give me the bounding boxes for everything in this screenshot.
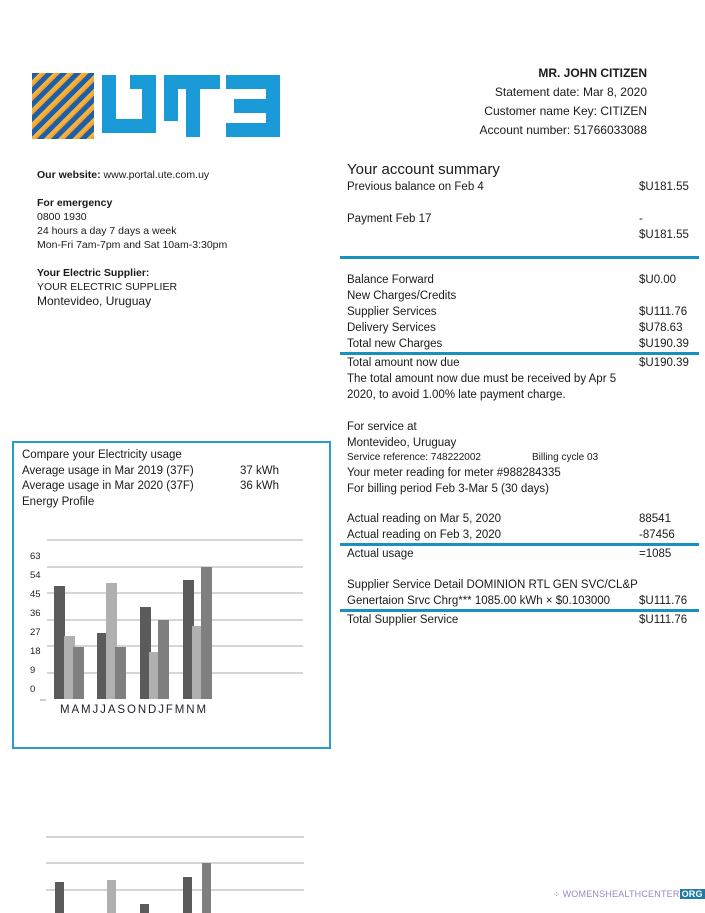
customer-header (480, 64, 647, 140)
ute-logo (32, 73, 282, 139)
reading-previous-label: Actual reading on Feb 3, 2020 (347, 529, 502, 541)
due-note-2 (347, 387, 699, 403)
delivery-services-amount: $U78.63 (639, 322, 683, 334)
reading-current-row (347, 511, 699, 527)
avg-2020-label: Average usage in Mar 2020 (37F) (22, 480, 194, 492)
payment-label: Payment Feb 17 (347, 213, 432, 225)
supplier-services-row (347, 304, 699, 320)
due-note-text: 2020, to avoid 1.00% late payment charge. (347, 389, 566, 401)
supplier-label: Your Electric Supplier: (37, 267, 150, 279)
balance-forward-row (347, 272, 699, 288)
generation-charge-label: Genertaion Srvc Chrg*** 1085.00 kWh × $0.103000 (347, 595, 611, 607)
watermark-text: WOMENSHEALTHCENTER (562, 889, 680, 899)
actual-usage-label: Actual usage (347, 548, 414, 560)
statement-date: Statement date: Mar 8, 2020 (494, 85, 647, 99)
billing-period-row (347, 481, 699, 497)
meter-reading: Your meter reading for meter #988284335 (347, 467, 561, 479)
billing-cycle: Billing cycle 03 (532, 452, 599, 463)
gridline (46, 836, 304, 838)
avg-2019-row (22, 464, 279, 480)
supplier-city: Montevideo, Uruguay (37, 294, 152, 308)
service-at-row (347, 419, 699, 435)
due-note-text: The total amount now due must be received by Apr 5 (347, 373, 617, 385)
total-due-row (347, 355, 699, 371)
y-tick-label: 63 (30, 551, 41, 562)
payment-amount-row (347, 227, 699, 243)
avg-2019-value: 37 kWh (240, 464, 279, 477)
total-due-label: Total amount now due (347, 357, 460, 369)
reading-previous-row (347, 527, 699, 543)
reading-current-value: 88541 (639, 513, 671, 525)
payment-sign: - (639, 213, 643, 225)
generation-charge-amount: $U111.76 (639, 595, 688, 607)
total-new-charges-row (347, 336, 699, 352)
chart-bar (107, 880, 116, 913)
supplier-detail: Supplier Service Detail DOMINION RTL GEN SVC/CL&P (347, 579, 638, 591)
payment-amount: $U181.55 (639, 229, 689, 241)
delivery-services-row (347, 320, 699, 336)
new-charges-label: New Charges/Credits (347, 290, 457, 302)
chart-bar (55, 882, 64, 913)
summary-title: Your account summary (347, 161, 500, 178)
logo-stripes-icon (32, 73, 94, 139)
website-label: Our website: (37, 169, 101, 181)
emergency-label: For emergency (37, 197, 113, 209)
total-supplier-label: Total Supplier Service (347, 614, 459, 626)
avg-2020-row (22, 479, 279, 495)
avg-2020-value: 36 kWh (240, 480, 279, 492)
delivery-services-label: Delivery Services (347, 322, 436, 334)
usage-comparison-text (22, 448, 279, 510)
total-new-charges-amount: $U190.39 (639, 338, 689, 350)
chart-bar (202, 863, 211, 913)
supplier-detail-row (347, 577, 699, 593)
website-line (37, 168, 317, 182)
logo-wordmark-icon (100, 73, 282, 139)
chart-bar (183, 877, 192, 913)
gridline (46, 862, 304, 864)
supplier-name: YOUR ELECTRIC SUPPLIER (37, 281, 178, 293)
customer-key: Customer name Key: CITIZEN (484, 104, 647, 118)
balance-forward-amount: $U0.00 (639, 274, 677, 286)
emergency-phone: 0800 1930 (37, 211, 87, 223)
previous-balance-amount: $U181.55 (639, 181, 689, 193)
service-city-row (347, 435, 699, 451)
avg-2019-label: Average usage in Mar 2019 (37F) (22, 464, 194, 477)
account-number: Account number: 51766033088 (479, 123, 647, 137)
service-reference: Service reference: 748222002 (347, 452, 481, 463)
contact-info (37, 168, 317, 309)
actual-usage-row (347, 546, 699, 562)
supplier-services-label: Supplier Services (347, 306, 437, 318)
service-reference-row (347, 451, 699, 465)
y-tick-label: 18 (30, 646, 41, 657)
energy-profile-label: Energy Profile (22, 495, 95, 508)
new-charges-row (347, 288, 699, 304)
payment-row (347, 211, 699, 227)
total-supplier-amount: $U111.76 (639, 614, 688, 626)
reading-current-label: Actual reading on Mar 5, 2020 (347, 513, 502, 525)
y-tick-label: 45 (30, 589, 41, 600)
watermark (553, 889, 705, 899)
y-tick-label: 36 (30, 608, 41, 619)
supplier-services-amount: $U111.76 (639, 306, 688, 318)
total-supplier-row (347, 612, 699, 628)
x-axis-month-labels: MAMJJASONDJFMNM (60, 704, 208, 716)
y-tick-label: 54 (30, 570, 41, 581)
billing-period: For billing period Feb 3-Mar 5 (30 days) (347, 483, 549, 495)
y-tick-label: 0 (30, 684, 36, 695)
previous-balance-label: Previous balance on Feb 4 (347, 181, 484, 193)
dots-icon: ⁘ (553, 890, 560, 899)
y-tick-label: 9 (30, 665, 36, 676)
gridline (46, 889, 304, 891)
account-summary (347, 160, 699, 628)
meter-reading-row (347, 465, 699, 481)
website-link[interactable]: www.portal.ute.com.uy (100, 169, 210, 181)
service-city: Montevideo, Uruguay (347, 437, 457, 449)
watermark-suffix: ORG (681, 889, 703, 899)
generation-charge-row (347, 593, 699, 609)
chart-bar (140, 904, 149, 913)
total-new-charges-label: Total new Charges (347, 338, 443, 350)
customer-name: MR. JOHN CITIZEN (538, 66, 647, 80)
actual-usage-value: =1085 (639, 548, 672, 560)
usage-title: Compare your Electricity usage (22, 449, 182, 461)
office-hours: Mon-Fri 7am-7pm and Sat 10am-3:30pm (37, 239, 228, 251)
service-at-label: For service at (347, 421, 417, 433)
due-note-1 (347, 371, 699, 387)
reading-previous-value: -87456 (639, 529, 675, 541)
balance-forward-label: Balance Forward (347, 274, 434, 286)
total-due-amount: $U190.39 (639, 357, 689, 369)
y-tick-label: 27 (30, 627, 41, 638)
previous-balance-row (347, 179, 699, 195)
emergency-hours: 24 hours a day 7 days a week (37, 225, 177, 237)
